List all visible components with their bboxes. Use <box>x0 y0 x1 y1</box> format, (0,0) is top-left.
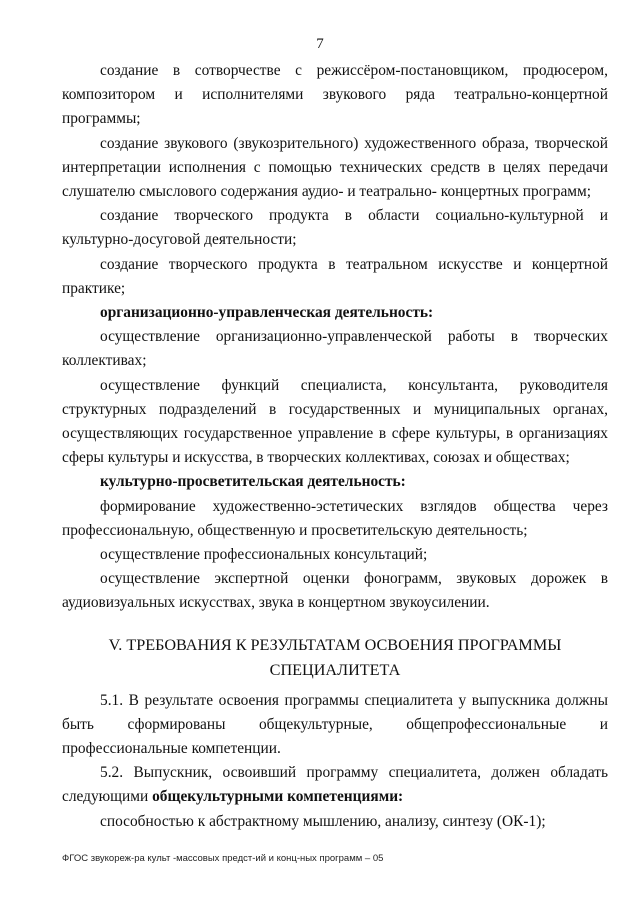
page-footer: ФГОС звукореж-ра культ -массовых предст-ий и конц-ных программ – 05 <box>62 853 384 864</box>
paragraph-org-work: осуществление организационно-управленческой работы в творческих коллективах; <box>62 328 608 370</box>
paragraph-5-2 <box>62 761 608 809</box>
document-body <box>62 59 608 834</box>
paragraph-specialist-functions: осуществление функций специалиста, консультанта, руководителя структурных подразделений в государственных и муниципальных органах, осуществляющих государственное управление в сфере культуры, в организациях сферы культуры и искусства, в творческих коллективах, союзах и обществах; <box>62 376 608 467</box>
paragraph-expert-assessment: осуществление экспертной оценки фонограмм, звуковых дорожек в аудиовизуальных искусствах, звука в концертном звукоусилении. <box>62 570 608 612</box>
paragraph-aesthetic-views: формирование художественно-эстетических взглядов общества через профессиональную, общественную и просветительскую деятельность; <box>62 497 608 539</box>
page-number: 7 <box>316 36 324 52</box>
paragraph-theatre-product: создание творческого продукта в театральном искусстве и концертной практике; <box>62 255 608 297</box>
paragraph-sociocultural-product: создание творческого продукта в области социально-культурной и культурно-досуговой деятельности; <box>62 207 608 249</box>
section-heading-line2: СПЕЦИАЛИТЕТА <box>269 660 401 679</box>
subheading-cultural-educational: культурно-просветительская деятельность: <box>100 473 406 491</box>
paragraph-5-1: 5.1. В результате освоения программы специалитета у выпускника должны быть сформированы общекультурные, общепрофессиональные и профессиональные компетенции. <box>62 691 608 758</box>
paragraph-ok-1: способностью к абстрактному мышлению, анализу, синтезу (ОК-1); <box>100 812 546 830</box>
paragraph-sound-image: создание звукового (звукозрительного) художественного образа, творческой интерпретации исполнения с помощью технических средств в целях передачи слушателю смыслового содержания аудио- и театрально- концертных программ; <box>62 134 608 201</box>
section-heading-line1: V. ТРЕБОВАНИЯ К РЕЗУЛЬТАТАМ ОСВОЕНИЯ ПРОГРАММЫ <box>108 635 562 654</box>
section-heading <box>62 633 608 683</box>
paragraph-creation-cocreation: создание в сотворчестве с режиссёром-постановщиком, продюсером, композитором и исполнителями звукового ряда театрально-концертной программы; <box>62 62 608 128</box>
paragraph-5-2-bold: общекультурными компетенциями: <box>152 788 404 806</box>
subheading-organizational: организационно-управленческая деятельность: <box>100 304 434 322</box>
paragraph-5-2-text: 5.2. Выпускник, освоивший программу специалитета, должен обладать следующими <box>62 764 608 806</box>
paragraph-consultations: осуществление профессиональных консультаций; <box>100 546 428 564</box>
